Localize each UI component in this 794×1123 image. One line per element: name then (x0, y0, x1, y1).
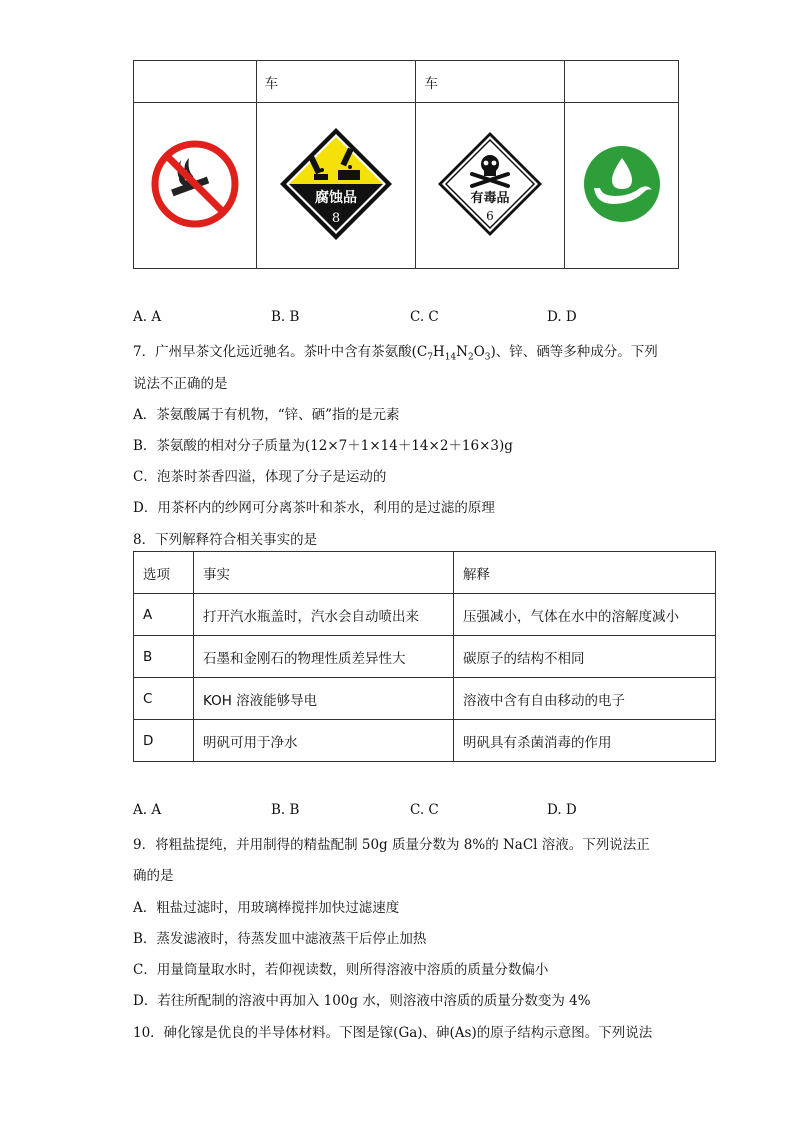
table-header-cell: 事实 (194, 552, 454, 594)
q8-stem: 8．下列解释符合相关事实的是 (133, 532, 318, 548)
table-header-row (134, 552, 716, 594)
q9-option-d[interactable]: D．若往所配制的溶液中再加入 100g 水，则溶液中溶质的质量分数变为 4% (133, 993, 591, 1009)
table-cell: KOH 溶液能够导电 (194, 678, 454, 720)
table-cell: C (134, 678, 194, 720)
sign-cell-a (134, 103, 257, 269)
sign-cell-d (565, 103, 679, 269)
q7-stem-cont: 说法不正确的是 (133, 376, 228, 392)
q8-options (133, 802, 613, 822)
table-cell: 溶液中含有自由移动的电子 (454, 678, 716, 720)
toxic-hazard-icon (436, 130, 544, 238)
table-cell: 明矾具有杀菌消毒的作用 (454, 720, 716, 762)
q7-option-a[interactable]: A．茶氨酸属于有机物，“锌、硒”指的是元素 (133, 407, 400, 423)
table-row (134, 720, 716, 762)
q9-option-b[interactable]: B．蒸发滤液时，待蒸发皿中滤液蒸干后停止加热 (133, 931, 427, 947)
q8-option-a[interactable]: A. A (133, 802, 162, 818)
q6-option-b[interactable]: B. B (271, 309, 300, 325)
q9-stem-cont: 确的是 (133, 868, 174, 884)
corrosive-label: 腐蚀品 (315, 189, 358, 206)
sign-cell-b (256, 103, 416, 269)
q7-option-b[interactable]: B．茶氨酸的相对分子质量为(12×7＋1×14＋14×2＋16×3)g (133, 438, 513, 454)
sign-header-cell (565, 61, 679, 103)
no-smoking-sign-icon (149, 138, 241, 230)
q7-stem: 7．广州早茶文化远近驰名。茶叶中含有茶氨酸$(C_7H_{14}N_2O_3)$、锌、硒等多种成分。下列 (133, 344, 658, 363)
q6-option-d[interactable]: D. D (547, 309, 577, 325)
q6-options (133, 309, 613, 329)
toxic-label: 有毒品 (470, 190, 510, 206)
sign-cell-c (416, 103, 565, 269)
table-row (134, 636, 716, 678)
sign-header-cell: 车 (256, 61, 416, 103)
corrosive-class-number: 8 (331, 210, 341, 226)
q9-option-c[interactable]: C．用量筒量取水时，若仰视读数，则所得溶液中溶质的质量分数偏小 (133, 962, 549, 978)
table-cell: D (134, 720, 194, 762)
corrosive-hazard-icon (278, 126, 394, 242)
table-cell: 明矾可用于净水 (194, 720, 454, 762)
water-saving-icon (582, 144, 662, 224)
q8-option-d[interactable]: D. D (547, 802, 577, 818)
table-cell: 石墨和金刚石的物理性质差异性大 (194, 636, 454, 678)
q9-option-a[interactable]: A．粗盐过滤时，用玻璃棒搅拌加快过滤速度 (133, 900, 400, 916)
toxic-class-number: 6 (486, 208, 495, 223)
q8-option-c[interactable]: C. C (410, 802, 439, 818)
q8-option-b[interactable]: B. B (271, 802, 300, 818)
table-cell: 碳原子的结构不相同 (454, 636, 716, 678)
q9-stem: 9．将粗盐提纯，并用制得的精盐配制 50g 质量分数为 8%的 NaCl 溶液。下列说法正 (133, 837, 650, 853)
table-row (134, 678, 716, 720)
sign-header-cell (134, 61, 257, 103)
q6-option-a[interactable]: A. A (133, 309, 162, 325)
q7-option-c[interactable]: C．泡茶时茶香四溢，体现了分子是运动的 (133, 469, 387, 485)
q6-option-c[interactable]: C. C (410, 309, 439, 325)
table-header-cell: 选项 (134, 552, 194, 594)
table-cell: 压强减小，气体在水中的溶解度减小 (454, 594, 716, 636)
table-cell: A (134, 594, 194, 636)
table-cell: B (134, 636, 194, 678)
sign-table (133, 60, 679, 269)
table-cell: 打开汽水瓶盖时，汽水会自动喷出来 (194, 594, 454, 636)
q7-option-d[interactable]: D．用茶杯内的纱网可分离茶叶和茶水，利用的是过滤的原理 (133, 500, 495, 516)
q10-stem: 10．砷化镓是优良的半导体材料。下图是镓(Ga)、砷(As)的原子结构示意图。下列说法 (133, 1025, 653, 1041)
facts-table (133, 551, 716, 762)
table-row (134, 594, 716, 636)
table-header-cell: 解释 (454, 552, 716, 594)
sign-header-cell: 车 (416, 61, 565, 103)
